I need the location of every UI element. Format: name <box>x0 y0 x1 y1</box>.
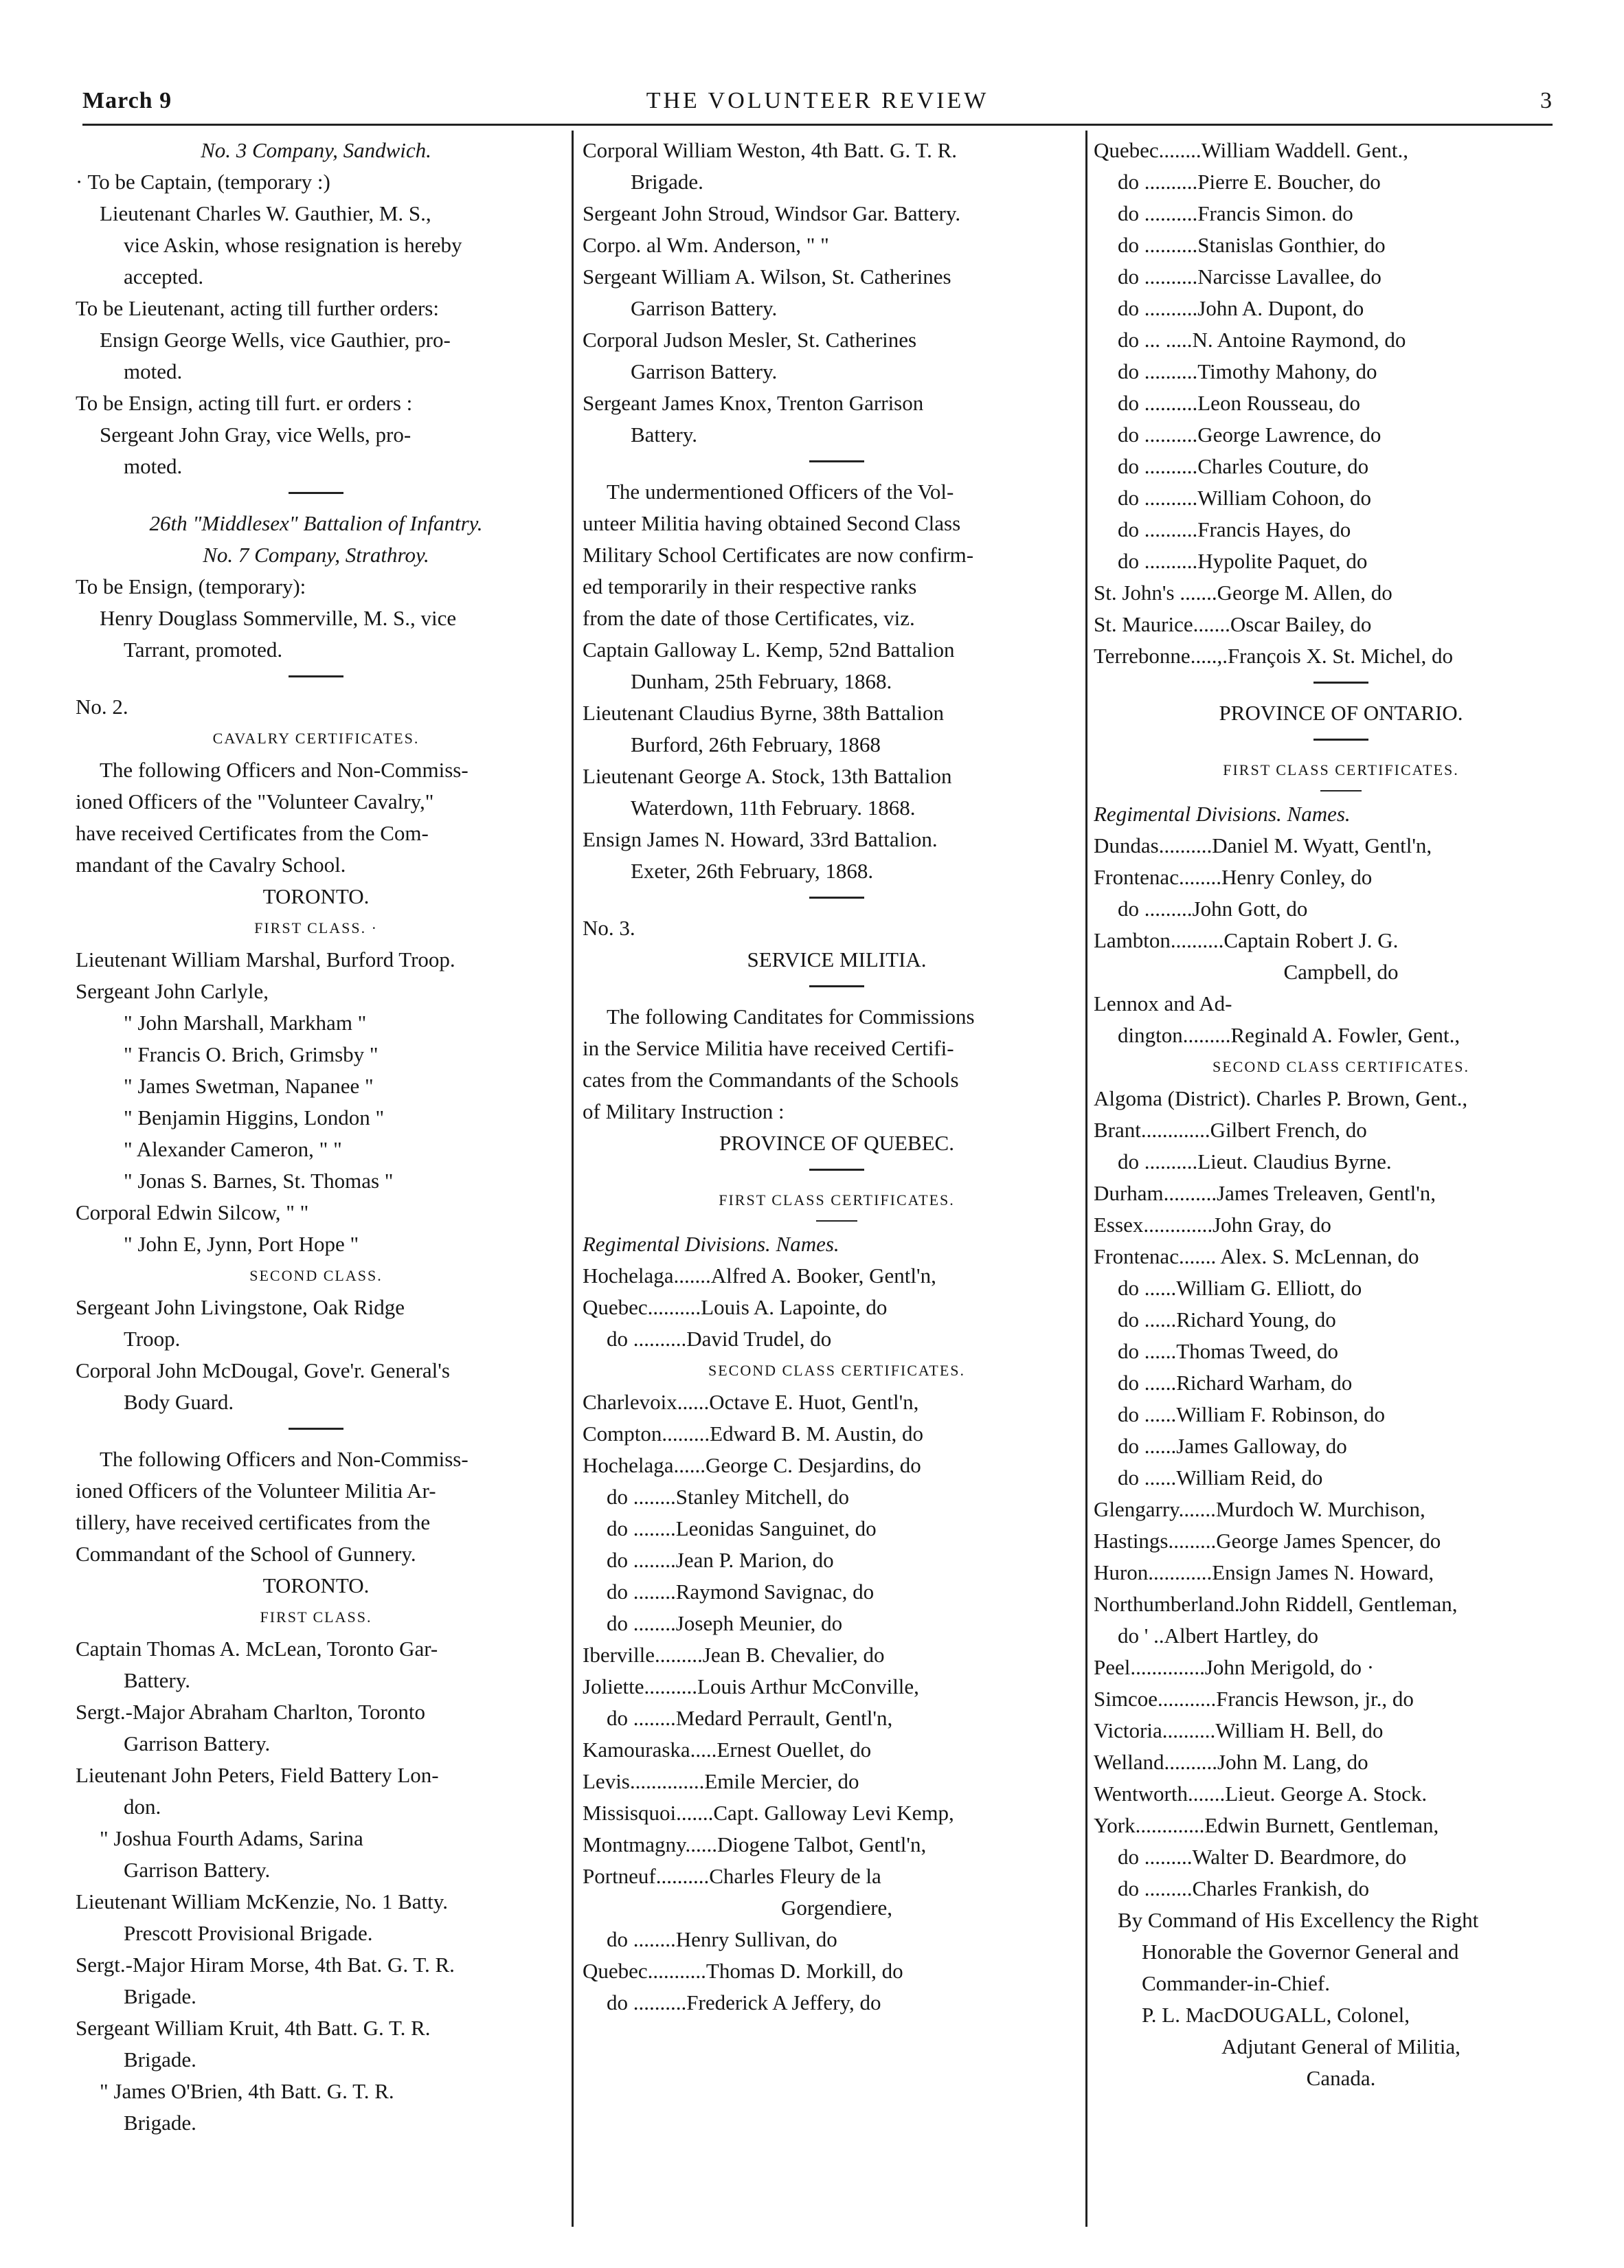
text-line: accepted. <box>124 265 204 289</box>
text-line: Sergeant William A. Wilson, St. Catherines <box>583 265 951 289</box>
header-page-number: 3 <box>1540 88 1553 113</box>
text-line: To be Ensign, (temporary): <box>76 574 306 598</box>
text-line: Body Guard. <box>124 1390 234 1414</box>
text-line: unteer Militia having obtained Second Class <box>583 511 961 535</box>
text-line: of Military Instruction : <box>583 1099 785 1123</box>
text-line: Glengarry.......Murdoch W. Murchison, <box>1094 1497 1425 1521</box>
section-divider <box>816 1220 857 1222</box>
text-line: Essex.............John Gray, do <box>1094 1213 1331 1237</box>
text-line: No. 3 Company, Sandwich. <box>201 138 431 162</box>
section-divider <box>289 1428 343 1430</box>
header-date: March 9 <box>82 88 172 113</box>
text-line: Charlevoix......Octave E. Huot, Gentl'n, <box>583 1390 919 1414</box>
text-line: do ......Thomas Tweed, do <box>1118 1339 1338 1363</box>
text-line: The following Canditates for Commissions <box>607 1004 975 1029</box>
text-line: P. L. MacDOUGALL, Colonel, <box>1142 2003 1410 2027</box>
text-line: Quebec..........Louis A. Lapointe, do <box>583 1295 888 1319</box>
text-line: TORONTO. <box>262 884 370 908</box>
text-line: " Alexander Cameron, " " <box>124 1137 342 1161</box>
text-line: moted. <box>124 454 183 478</box>
text-line: Algoma (District). Charles P. Brown, Gent., <box>1094 1086 1468 1110</box>
text-line: don. <box>124 1795 161 1819</box>
column-rule-1 <box>572 131 574 2227</box>
text-line: Garrison Battery. <box>631 296 778 320</box>
text-line: No. 3. <box>583 916 635 940</box>
text-line: Captain Thomas A. McLean, Toronto Gar- <box>76 1637 438 1661</box>
text-line: Waterdown, 11th February. 1868. <box>631 796 916 820</box>
text-line: do ........Medard Perrault, Gentl'n, <box>607 1706 893 1730</box>
text-line: The following Officers and Non-Commiss- <box>100 758 469 782</box>
text-line: Simcoe...........Francis Hewson, jr., do <box>1094 1687 1414 1711</box>
text-line: " James Swetman, Napanee " <box>124 1074 374 1098</box>
text-line: do ..........George Lawrence, do <box>1118 423 1381 447</box>
text-line: Lieutenant William Marshal, Burford Troop. <box>76 947 455 972</box>
text-line: Henry Douglass Sommerville, M. S., vice <box>100 606 457 630</box>
text-line: By Command of His Excellency the Right <box>1118 1908 1479 1932</box>
text-line: SECOND CLASS CERTIFICATES. <box>708 1362 965 1379</box>
text-line: FIRST CLASS. <box>260 1608 372 1626</box>
text-line: Joliette..........Louis Arthur McConville, <box>583 1674 919 1698</box>
text-line: do ..........Narcisse Lavallee, do <box>1118 265 1381 289</box>
text-line: Corporal John McDougal, Gove'r. General's <box>76 1358 450 1382</box>
text-line: do ..........Francis Simon. do <box>1118 201 1353 225</box>
text-line: Lieutenant George A. Stock, 13th Battalion <box>583 764 952 788</box>
text-line: Troop. <box>124 1327 181 1351</box>
text-line: do ..........Stanislas Gonthier, do <box>1118 233 1386 257</box>
text-line: Levis..............Emile Mercier, do <box>583 1769 859 1793</box>
text-line: To be Lieutenant, acting till further orders: <box>76 296 439 320</box>
text-line: · To be Captain, (temporary :) <box>76 170 330 194</box>
column-1 <box>76 135 556 2139</box>
text-line: Brigade. <box>124 2047 196 2071</box>
text-line: Sergt.-Major Abraham Charlton, Toronto <box>76 1700 425 1724</box>
text-line: Commander-in-Chief. <box>1142 1971 1331 1995</box>
text-line: Sergeant John Stroud, Windsor Gar. Battery. <box>583 201 961 225</box>
text-line: do .........John Gott, do <box>1118 897 1308 921</box>
text-line: do ......William Reid, do <box>1118 1466 1323 1490</box>
text-line: Hochelaga......George C. Desjardins, do <box>583 1453 921 1477</box>
header-title: THE VOLUNTEER REVIEW <box>646 88 989 113</box>
section-divider <box>809 460 864 462</box>
text-line: tillery, have received certificates from the <box>76 1510 431 1534</box>
text-line: Frontenac........Henry Conley, do <box>1094 865 1373 889</box>
text-line: SERVICE MILITIA. <box>747 947 927 972</box>
text-line: do ' ..Albert Hartley, do <box>1118 1624 1318 1648</box>
text-line: Brigade. <box>124 2111 196 2135</box>
text-line: do ........Joseph Meunier, do <box>607 1611 843 1635</box>
text-line: do ..........Francis Hayes, do <box>1118 517 1351 541</box>
header-rule <box>82 124 1553 126</box>
page-header <box>82 88 1553 122</box>
text-line: do ..........John A. Dupont, do <box>1118 296 1364 320</box>
text-line: do ......James Galloway, do <box>1118 1434 1347 1458</box>
text-line: No. 7 Company, Strathroy. <box>203 543 429 567</box>
text-line: do .........Charles Frankish, do <box>1118 1876 1369 1900</box>
column-3 <box>1094 135 1588 2094</box>
text-line: Lieutenant William McKenzie, No. 1 Batty. <box>76 1889 448 1913</box>
text-line: mandant of the Cavalry School. <box>76 853 346 877</box>
text-line: do ..........Charles Couture, do <box>1118 454 1369 478</box>
text-line: Sergeant William Kruit, 4th Batt. G. T. R. <box>76 2016 431 2040</box>
text-line: Garrison Battery. <box>631 359 778 383</box>
text-line: Burford, 26th February, 1868 <box>631 732 881 756</box>
text-line: Peel..............John Merigold, do · <box>1094 1655 1375 1679</box>
text-line: Sergeant James Knox, Trenton Garrison <box>583 391 924 415</box>
text-line: Sergeant John Carlyle, <box>76 979 269 1003</box>
text-line: ioned Officers of the "Volunteer Cavalry," <box>76 789 434 813</box>
text-line: Frontenac....... Alex. S. McLennan, do <box>1094 1244 1419 1268</box>
text-line: do ......Richard Young, do <box>1118 1307 1336 1332</box>
section-divider <box>1313 739 1368 741</box>
text-line: do ..........Frederick A Jeffery, do <box>607 1990 881 2014</box>
text-line: do ..........Lieut. Claudius Byrne. <box>1118 1149 1392 1174</box>
text-line: do ..........David Trudel, do <box>607 1327 832 1351</box>
text-line: Kamouraska.....Ernest Ouellet, do <box>583 1738 872 1762</box>
text-line: " Joshua Fourth Adams, Sarina <box>100 1826 363 1850</box>
text-line: Huron............Ensign James N. Howard, <box>1094 1560 1434 1584</box>
text-line: Commandant of the School of Gunnery. <box>76 1542 416 1566</box>
text-line: Lieutenant Charles W. Gauthier, M. S., <box>100 201 431 225</box>
text-line: Canada. <box>1306 2066 1376 2090</box>
text-line: 26th "Middlesex" Battalion of Infantry. <box>149 511 483 535</box>
text-line: cates from the Commandants of the Schools <box>583 1068 959 1092</box>
text-line: Captain Galloway L. Kemp, 52nd Battalion <box>583 638 955 662</box>
text-line: Lieutenant Claudius Byrne, 38th Battalion <box>583 701 945 725</box>
text-line: Terrebonne.....,.François X. St. Michel, do <box>1094 644 1454 668</box>
text-line: Sergt.-Major Hiram Morse, 4th Bat. G. T. R. <box>76 1953 455 1977</box>
text-line: The undermentioned Officers of the Vol- <box>607 480 954 504</box>
text-line: do ..........William Cohoon, do <box>1118 486 1372 510</box>
text-line: do ........Jean P. Marion, do <box>607 1548 834 1572</box>
text-line: do ......Richard Warham, do <box>1118 1371 1353 1395</box>
text-line: No. 2. <box>76 695 128 719</box>
text-line: Corpo. al Wm. Anderson, " " <box>583 233 829 257</box>
text-line: Quebec...........Thomas D. Morkill, do <box>583 1959 903 1983</box>
text-line: Compton.........Edward B. M. Austin, do <box>583 1422 924 1446</box>
text-line: " John Marshall, Markham " <box>124 1011 367 1035</box>
text-line: do ........Leonidas Sanguinet, do <box>607 1516 877 1540</box>
text-line: dington.........Reginald A. Fowler, Gent., <box>1118 1023 1461 1047</box>
text-line: Dundas..........Daniel M. Wyatt, Gentl'n, <box>1094 833 1432 857</box>
text-line: moted. <box>124 359 183 383</box>
text-line: from the date of those Certificates, viz. <box>583 606 915 630</box>
text-line: " Francis O. Brich, Grimsby " <box>124 1042 379 1066</box>
text-line: Wentworth.......Lieut. George A. Stock. <box>1094 1782 1428 1806</box>
text-line: do ..........Pierre E. Boucher, do <box>1118 170 1381 194</box>
text-line: Victoria..........William H. Bell, do <box>1094 1718 1384 1742</box>
text-line: Brigade. <box>124 1984 196 2008</box>
section-divider <box>1313 682 1368 684</box>
text-line: Hastings.........George James Spencer, do <box>1094 1529 1441 1553</box>
text-line: Missisquoi.......Capt. Galloway Levi Kemp, <box>583 1801 954 1825</box>
text-line: PROVINCE OF ONTARIO. <box>1219 701 1463 725</box>
text-line: Hochelaga.......Alfred A. Booker, Gentl'n, <box>583 1264 936 1288</box>
text-line: Sergeant John Livingstone, Oak Ridge <box>76 1295 405 1319</box>
text-line: Montmagny......Diogene Talbot, Gentl'n, <box>583 1832 927 1856</box>
text-line: do ........Stanley Mitchell, do <box>607 1485 850 1509</box>
text-line: " Jonas S. Barnes, St. Thomas " <box>124 1169 394 1193</box>
text-line: TORONTO. <box>262 1573 370 1597</box>
text-line: do ......William F. Robinson, do <box>1118 1402 1385 1426</box>
text-line: SECOND CLASS CERTIFICATES. <box>1212 1058 1469 1075</box>
text-line: To be Ensign, acting till furt. er orders : <box>76 391 413 415</box>
text-line: Adjutant General of Militia, <box>1221 2034 1461 2058</box>
text-line: do ... .....N. Antoine Raymond, do <box>1118 328 1406 352</box>
text-line: do ........Henry Sullivan, do <box>607 1927 837 1951</box>
text-line: York.............Edwin Burnett, Gentleman, <box>1094 1813 1439 1837</box>
text-line: Lennox and Ad- <box>1094 991 1232 1015</box>
text-line: Durham..........James Treleaven, Gentl'n, <box>1094 1181 1436 1205</box>
text-line: Quebec........William Waddell. Gent., <box>1094 138 1408 162</box>
text-line: " James O'Brien, 4th Batt. G. T. R. <box>100 2079 394 2103</box>
text-line: Sergeant John Gray, vice Wells, pro- <box>100 423 411 447</box>
text-line: St. Maurice.......Oscar Bailey, do <box>1094 612 1372 636</box>
text-line: Tarrant, promoted. <box>124 638 283 662</box>
text-line: Dunham, 25th February, 1868. <box>631 669 892 693</box>
section-divider <box>289 675 343 677</box>
text-line: Corporal Edwin Silcow, " " <box>76 1200 309 1224</box>
text-line: Battery. <box>124 1668 190 1692</box>
text-line: Gorgendiere, <box>780 1896 893 1920</box>
text-line: FIRST CLASS CERTIFICATES. <box>1223 761 1459 778</box>
text-line: FIRST CLASS. · <box>254 919 378 936</box>
text-line: CAVALRY CERTIFICATES. <box>212 730 420 747</box>
text-line: " Benjamin Higgins, London " <box>124 1105 385 1130</box>
text-line: Corporal William Weston, 4th Batt. G. T. R. <box>583 138 958 162</box>
text-line: Welland..........John M. Lang, do <box>1094 1750 1368 1774</box>
text-line: Ensign James N. Howard, 33rd Battalion. <box>583 827 938 851</box>
column-2 <box>583 135 1091 2019</box>
text-line: " John E, Jynn, Port Hope " <box>124 1232 359 1256</box>
text-line: ioned Officers of the Volunteer Militia Ar- <box>76 1479 436 1503</box>
text-line: Ensign George Wells, vice Gauthier, pro- <box>100 328 451 352</box>
text-line: Iberville.........Jean B. Chevalier, do <box>583 1643 885 1667</box>
text-line: do ........Raymond Savignac, do <box>607 1580 875 1604</box>
text-line: have received Certificates from the Com- <box>76 821 429 845</box>
text-line: do ..........Leon Rousseau, do <box>1118 391 1361 415</box>
text-line: Battery. <box>631 423 697 447</box>
text-line: do ..........Timothy Mahony, do <box>1118 359 1377 383</box>
text-line: in the Service Militia have received Certifi- <box>583 1036 954 1060</box>
text-line: SECOND CLASS. <box>249 1267 383 1284</box>
text-line: Garrison Battery. <box>124 1858 271 1882</box>
text-line: Brant.............Gilbert French, do <box>1094 1118 1367 1142</box>
text-line: ed temporarily in their respective ranks <box>583 574 917 598</box>
text-line: do ......William G. Elliott, do <box>1118 1276 1362 1300</box>
text-line: Prescott Provisional Brigade. <box>124 1921 373 1945</box>
text-line: PROVINCE OF QUEBEC. <box>719 1131 954 1155</box>
text-line: Military School Certificates are now confirm- <box>583 543 974 567</box>
section-divider <box>809 985 864 987</box>
text-line: Northumberland.John Riddell, Gentleman, <box>1094 1592 1458 1616</box>
text-line: The following Officers and Non-Commiss- <box>100 1447 469 1471</box>
text-line: vice Askin, whose resignation is hereby <box>124 233 462 257</box>
section-divider <box>289 492 343 494</box>
text-line: Lieutenant John Peters, Field Battery Lon- <box>76 1763 439 1787</box>
text-line: Portneuf..........Charles Fleury de la <box>583 1864 881 1888</box>
text-line: St. John's .......George M. Allen, do <box>1094 581 1392 605</box>
text-line: Garrison Battery. <box>124 1731 271 1755</box>
section-divider <box>809 1169 864 1171</box>
section-divider <box>809 897 864 899</box>
text-line: do .........Walter D. Beardmore, do <box>1118 1845 1407 1869</box>
text-line: Brigade. <box>631 170 703 194</box>
text-line: do ..........Hypolite Paquet, do <box>1118 549 1368 573</box>
text-line: Lambton..........Captain Robert J. G. <box>1094 928 1399 952</box>
text-line: Exeter, 26th February, 1868. <box>631 859 874 883</box>
text-line: Campbell, do <box>1283 960 1399 984</box>
text-line: Honorable the Governor General and <box>1142 1940 1459 1964</box>
text-line: Regimental Divisions. Names. <box>1094 802 1351 826</box>
text-line: FIRST CLASS CERTIFICATES. <box>719 1191 955 1209</box>
text-line: Regimental Divisions. Names. <box>583 1232 839 1256</box>
section-divider <box>1320 790 1362 791</box>
text-line: Corporal Judson Mesler, St. Catherines <box>583 328 917 352</box>
